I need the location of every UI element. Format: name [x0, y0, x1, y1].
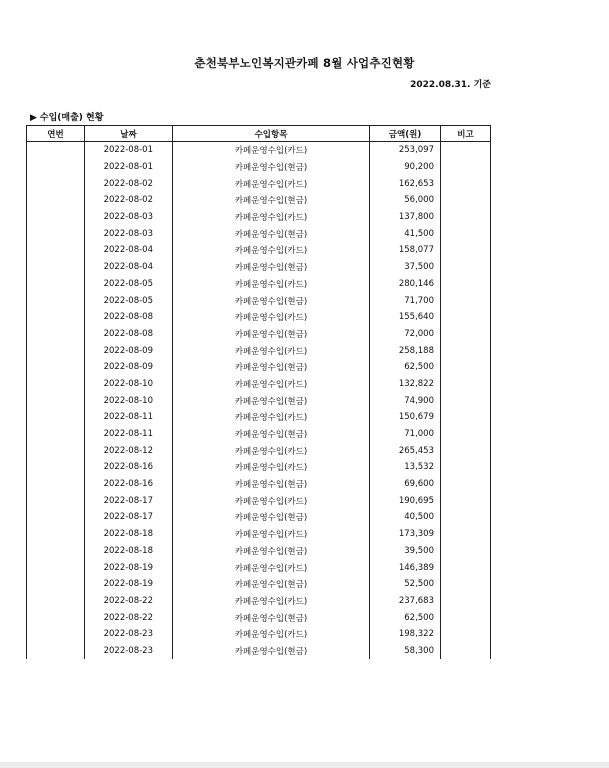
table-row	[27, 142, 491, 159]
table-body	[27, 142, 491, 660]
row-date-cell: 2022-08-23	[85, 626, 173, 643]
row-note-cell	[441, 392, 491, 409]
row-no-cell	[27, 576, 85, 593]
table-row	[27, 376, 491, 393]
row-note-cell	[441, 509, 491, 526]
row-note-cell	[441, 543, 491, 560]
table-row	[27, 476, 491, 493]
row-item-cell: 카페운영수입(카드)	[173, 593, 370, 610]
row-no-cell	[27, 342, 85, 359]
table-row	[27, 576, 491, 593]
row-no-cell	[27, 492, 85, 509]
row-amount-cell: 173,309	[370, 526, 441, 543]
row-no-cell	[27, 192, 85, 209]
row-item-cell: 카페운영수입(현금)	[173, 192, 370, 209]
row-note-cell	[441, 225, 491, 242]
row-no-cell	[27, 359, 85, 376]
row-item-cell: 카페운영수입(현금)	[173, 392, 370, 409]
row-note-cell	[441, 476, 491, 493]
row-no-cell	[27, 543, 85, 560]
row-amount-cell: 190,695	[370, 492, 441, 509]
row-note-cell	[441, 459, 491, 476]
row-note-cell	[441, 276, 491, 293]
row-item-cell: 카페운영수입(카드)	[173, 142, 370, 159]
row-amount-cell: 265,453	[370, 442, 441, 459]
row-date-cell: 2022-08-11	[85, 426, 173, 443]
row-note-cell	[441, 192, 491, 209]
row-amount-cell: 37,500	[370, 259, 441, 276]
row-note-cell	[441, 526, 491, 543]
table-row	[27, 626, 491, 643]
row-date-cell: 2022-08-17	[85, 492, 173, 509]
row-no-cell	[27, 159, 85, 176]
row-date-cell: 2022-08-08	[85, 326, 173, 343]
row-item-cell: 카페운영수입(카드)	[173, 526, 370, 543]
row-date-cell: 2022-08-16	[85, 476, 173, 493]
row-item-cell: 카페운영수입(카드)	[173, 309, 370, 326]
row-no-cell	[27, 509, 85, 526]
row-amount-cell: 40,500	[370, 509, 441, 526]
table-row	[27, 559, 491, 576]
row-no-cell	[27, 175, 85, 192]
row-no-cell	[27, 242, 85, 259]
row-amount-cell: 69,600	[370, 476, 441, 493]
row-amount-cell: 146,389	[370, 559, 441, 576]
row-no-cell	[27, 276, 85, 293]
row-note-cell	[441, 426, 491, 443]
row-amount-cell: 280,146	[370, 276, 441, 293]
row-item-cell: 카페운영수입(현금)	[173, 476, 370, 493]
row-note-cell	[441, 376, 491, 393]
section-heading	[30, 110, 103, 123]
table-row	[27, 192, 491, 209]
row-note-cell	[441, 409, 491, 426]
table-row	[27, 609, 491, 626]
header-note: 비고	[441, 126, 491, 142]
row-amount-cell: 58,300	[370, 643, 441, 660]
row-amount-cell: 258,188	[370, 342, 441, 359]
row-note-cell	[441, 309, 491, 326]
row-no-cell	[27, 292, 85, 309]
row-date-cell: 2022-08-01	[85, 159, 173, 176]
row-item-cell: 카페운영수입(카드)	[173, 175, 370, 192]
row-date-cell: 2022-08-04	[85, 259, 173, 276]
row-note-cell	[441, 342, 491, 359]
row-no-cell	[27, 409, 85, 426]
header-item: 수입항목	[173, 126, 370, 142]
row-date-cell: 2022-08-22	[85, 609, 173, 626]
row-item-cell: 카페운영수입(카드)	[173, 442, 370, 459]
row-item-cell: 카페운영수입(현금)	[173, 643, 370, 660]
row-note-cell	[441, 292, 491, 309]
row-item-cell: 카페운영수입(현금)	[173, 159, 370, 176]
row-no-cell	[27, 326, 85, 343]
row-no-cell	[27, 142, 85, 159]
row-amount-cell: 162,653	[370, 175, 441, 192]
table-row	[27, 426, 491, 443]
row-item-cell: 카페운영수입(현금)	[173, 292, 370, 309]
row-item-cell: 카페운영수입(현금)	[173, 225, 370, 242]
row-item-cell: 카페운영수입(현금)	[173, 426, 370, 443]
row-date-cell: 2022-08-12	[85, 442, 173, 459]
row-item-cell: 카페운영수입(카드)	[173, 209, 370, 226]
row-item-cell: 카페운영수입(카드)	[173, 276, 370, 293]
row-no-cell	[27, 559, 85, 576]
row-no-cell	[27, 259, 85, 276]
row-date-cell: 2022-08-18	[85, 526, 173, 543]
row-item-cell: 카페운영수입(현금)	[173, 509, 370, 526]
row-no-cell	[27, 526, 85, 543]
row-date-cell: 2022-08-19	[85, 576, 173, 593]
row-note-cell	[441, 142, 491, 159]
row-date-cell: 2022-08-05	[85, 276, 173, 293]
row-no-cell	[27, 643, 85, 660]
row-note-cell	[441, 492, 491, 509]
row-amount-cell: 41,500	[370, 225, 441, 242]
table-row	[27, 225, 491, 242]
row-note-cell	[441, 643, 491, 660]
row-amount-cell: 72,000	[370, 326, 441, 343]
table-row	[27, 276, 491, 293]
row-no-cell	[27, 476, 85, 493]
row-date-cell: 2022-08-10	[85, 392, 173, 409]
row-amount-cell: 71,000	[370, 426, 441, 443]
row-note-cell	[441, 626, 491, 643]
table-row	[27, 175, 491, 192]
row-no-cell	[27, 225, 85, 242]
row-note-cell	[441, 242, 491, 259]
row-date-cell: 2022-08-16	[85, 459, 173, 476]
row-date-cell: 2022-08-04	[85, 242, 173, 259]
row-item-cell: 카페운영수입(카드)	[173, 376, 370, 393]
table-row	[27, 459, 491, 476]
row-item-cell: 카페운영수입(카드)	[173, 459, 370, 476]
row-note-cell	[441, 159, 491, 176]
row-item-cell: 카페운영수입(현금)	[173, 326, 370, 343]
row-item-cell: 카페운영수입(카드)	[173, 559, 370, 576]
row-note-cell	[441, 559, 491, 576]
row-amount-cell: 155,640	[370, 309, 441, 326]
row-amount-cell: 132,822	[370, 376, 441, 393]
row-note-cell	[441, 209, 491, 226]
table-row	[27, 492, 491, 509]
row-amount-cell: 62,500	[370, 359, 441, 376]
row-item-cell: 카페운영수입(현금)	[173, 543, 370, 560]
row-amount-cell: 90,200	[370, 159, 441, 176]
table-row	[27, 326, 491, 343]
row-amount-cell: 158,077	[370, 242, 441, 259]
row-no-cell	[27, 309, 85, 326]
table-row	[27, 442, 491, 459]
row-no-cell	[27, 209, 85, 226]
row-date-cell: 2022-08-17	[85, 509, 173, 526]
header-amount: 금액(원)	[370, 126, 441, 142]
table-row	[27, 309, 491, 326]
row-amount-cell: 71,700	[370, 292, 441, 309]
table-row	[27, 242, 491, 259]
row-date-cell: 2022-08-19	[85, 559, 173, 576]
row-date-cell: 2022-08-23	[85, 643, 173, 660]
table-header-row	[27, 126, 491, 142]
row-item-cell: 카페운영수입(카드)	[173, 626, 370, 643]
document-title: 춘천북부노인복지관카페 8월 사업추진현황	[194, 56, 415, 70]
row-item-cell: 카페운영수입(현금)	[173, 609, 370, 626]
row-amount-cell: 39,500	[370, 543, 441, 560]
row-date-cell: 2022-08-11	[85, 409, 173, 426]
date-reference: 2022.08.31. 기준	[410, 80, 491, 90]
row-amount-cell: 13,532	[370, 459, 441, 476]
row-no-cell	[27, 593, 85, 610]
row-date-cell: 2022-08-09	[85, 359, 173, 376]
table-row	[27, 409, 491, 426]
row-amount-cell: 198,322	[370, 626, 441, 643]
row-date-cell: 2022-08-09	[85, 342, 173, 359]
row-date-cell: 2022-08-22	[85, 593, 173, 610]
table-row	[27, 359, 491, 376]
row-note-cell	[441, 359, 491, 376]
row-amount-cell: 137,800	[370, 209, 441, 226]
row-note-cell	[441, 326, 491, 343]
table-row	[27, 509, 491, 526]
table-row	[27, 543, 491, 560]
row-note-cell	[441, 442, 491, 459]
row-note-cell	[441, 609, 491, 626]
table-row	[27, 342, 491, 359]
triangle-bullet-icon: ▶	[30, 113, 37, 123]
header-no: 연번	[27, 126, 85, 142]
row-date-cell: 2022-08-01	[85, 142, 173, 159]
table-row	[27, 526, 491, 543]
table-row	[27, 643, 491, 660]
row-amount-cell: 74,900	[370, 392, 441, 409]
row-date-cell: 2022-08-10	[85, 376, 173, 393]
row-no-cell	[27, 609, 85, 626]
row-item-cell: 카페운영수입(카드)	[173, 342, 370, 359]
row-amount-cell: 56,000	[370, 192, 441, 209]
row-amount-cell: 253,097	[370, 142, 441, 159]
table-row	[27, 209, 491, 226]
row-note-cell	[441, 175, 491, 192]
row-item-cell: 카페운영수입(카드)	[173, 492, 370, 509]
table-row	[27, 292, 491, 309]
row-no-cell	[27, 392, 85, 409]
row-no-cell	[27, 626, 85, 643]
row-item-cell: 카페운영수입(카드)	[173, 242, 370, 259]
revenue-table	[26, 125, 491, 659]
row-no-cell	[27, 426, 85, 443]
row-item-cell: 카페운영수입(카드)	[173, 409, 370, 426]
row-amount-cell: 52,500	[370, 576, 441, 593]
table-row	[27, 392, 491, 409]
table-row	[27, 593, 491, 610]
row-item-cell: 카페운영수입(현금)	[173, 576, 370, 593]
table-row	[27, 259, 491, 276]
row-date-cell: 2022-08-03	[85, 225, 173, 242]
row-item-cell: 카페운영수입(현금)	[173, 259, 370, 276]
row-no-cell	[27, 459, 85, 476]
row-no-cell	[27, 442, 85, 459]
row-amount-cell: 150,679	[370, 409, 441, 426]
row-item-cell: 카페운영수입(현금)	[173, 359, 370, 376]
section-title: 수입(매출) 현황	[39, 113, 104, 123]
row-note-cell	[441, 593, 491, 610]
header-date: 날짜	[85, 126, 173, 142]
row-note-cell	[441, 576, 491, 593]
row-date-cell: 2022-08-02	[85, 192, 173, 209]
row-amount-cell: 237,683	[370, 593, 441, 610]
row-date-cell: 2022-08-18	[85, 543, 173, 560]
row-amount-cell: 62,500	[370, 609, 441, 626]
row-date-cell: 2022-08-05	[85, 292, 173, 309]
row-note-cell	[441, 259, 491, 276]
table-row	[27, 159, 491, 176]
row-no-cell	[27, 376, 85, 393]
row-date-cell: 2022-08-02	[85, 175, 173, 192]
row-date-cell: 2022-08-03	[85, 209, 173, 226]
row-date-cell: 2022-08-08	[85, 309, 173, 326]
